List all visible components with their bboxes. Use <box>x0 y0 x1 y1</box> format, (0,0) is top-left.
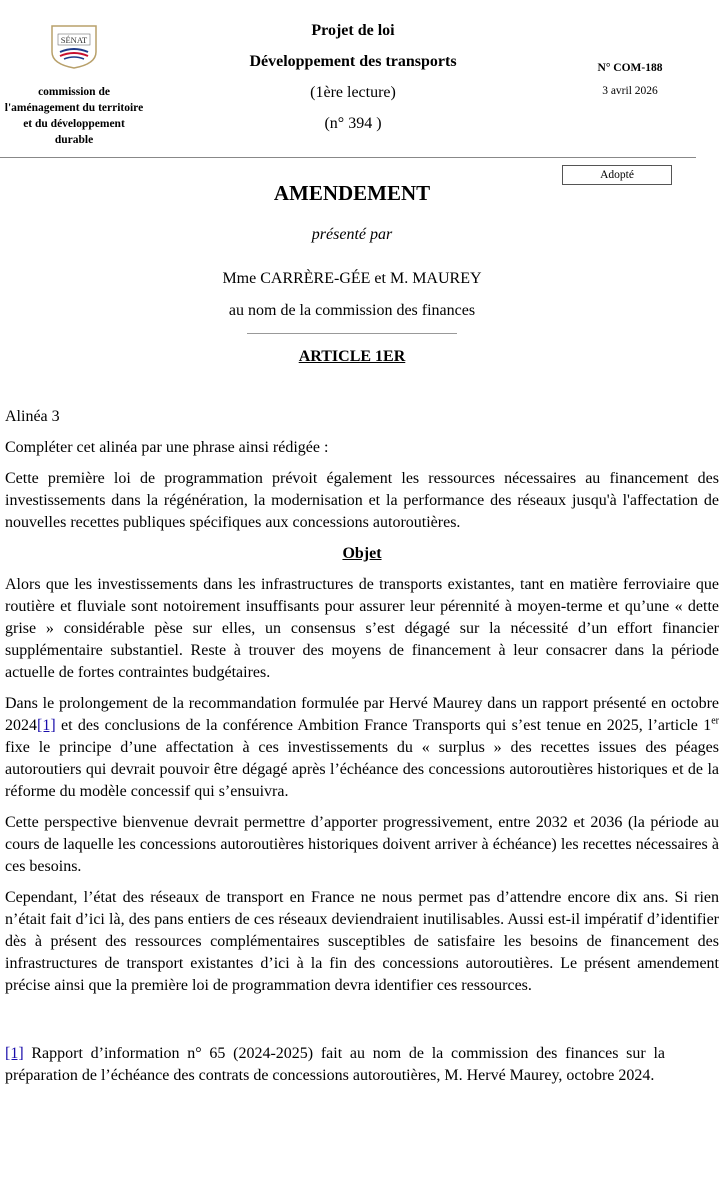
commission-name <box>0 84 148 148</box>
presented-by: présenté par <box>311 226 393 243</box>
objet-paragraph: Alors que les investissements dans les infrastructures de transports existantes, tant en matière ferroviaire que routière et fluviale sont notoirement insuffisants pour assurer leur pérennité à moyen-terme et qu’une « dette grise » considérable pèse sur elles, un consensus s’est dégagé sur la nécessité d’un effort financier supplémentaire substantiel. Reste à trouver des moyens de financement à leur consacrer dans la période actuelle de fortes contraintes budgétaires. <box>5 576 719 681</box>
document-header <box>0 0 696 158</box>
text-span: et des conclusions de la conférence Ambition France Transports qui s’est tenue en 2025, l’article 1 <box>55 717 712 734</box>
objet-paragraph: Cependant, l’état des réseaux de transport en France ne nous permet pas d’attendre encore dix ans. Si rien n’était fait d’ici là, des pans entiers de ces réseaux deviendraient inutilisables. Aussi est-il impératif d’identifier dès à présent des ressources complémentaires susceptibles de satisfaire les besoins de financement des infrastructures de transport existantes d’ici à la fin des concessions autoroutières. Le présent amendement précise ainsi que la première loi de programmation devra identifier ces ressources. <box>5 889 719 994</box>
footnote-ref-link[interactable]: [1] <box>37 717 56 734</box>
footnote <box>5 1043 665 1087</box>
status-badge: Adopté <box>562 165 672 185</box>
amendment-number: N° COM-188 <box>597 62 663 74</box>
text-span: fixe le principe d’une affectation à ces investissements du « surplus » des recettes issues des péages autoroutiers qui devrait pouvoir être dégagé après l’échéance des concessions autoroutières historiques et de la réforme du modèle concessif qui s’ensuivra. <box>5 739 719 800</box>
bill-info <box>200 22 506 133</box>
footnote-backlink[interactable]: [1] <box>5 1045 24 1062</box>
commission-line: commission de <box>38 86 110 98</box>
reading-stage: (1ère lecture) <box>310 84 396 101</box>
amendment-meta <box>560 62 700 97</box>
dispositif-instruction: Compléter cet alinéa par une phrase ainsi rédigée : <box>5 439 329 456</box>
amendment-title: AMENDEMENT <box>273 181 431 205</box>
amendment-date: 3 avril 2026 <box>602 85 658 97</box>
bill-number: (n° 394 ) <box>324 115 382 132</box>
text-span: Dans le prolongement de la recommandation formulée par Hervé Maurey dans un rapport présenté en octobre 2024 <box>5 695 719 734</box>
senat-logo-icon <box>48 22 100 70</box>
bill-title: Projet de loi <box>311 22 395 39</box>
objet-paragraph: Cette perspective bienvenue devrait permettre d’apporter progressivement, entre 2032 et 2036 (la période au cours de laquelle les concessions autoroutières historiques doivent arriver à échéance) les recettes nécessaires à ces besoins. <box>5 814 719 875</box>
bill-subject: Développement des transports <box>249 53 457 70</box>
svg-text:SÉNAT: SÉNAT <box>60 35 88 45</box>
section-divider <box>247 333 457 334</box>
alinea-reference: Alinéa 3 <box>5 408 60 425</box>
commission-line: et du développement <box>23 118 125 130</box>
footnote-text: Rapport d’information n° 65 (2024-2025) fait au nom de la commission des finances sur la préparation de l’échéance des contrats de concessions autoroutières, M. Hervé Maurey, octobre 2024. <box>5 1045 665 1084</box>
amendment-body <box>5 406 719 1096</box>
dispositif-text: Cette première loi de programmation prévoit également les ressources nécessaires au financement des investissements dans la régénération, la modernisation et la performance des réseaux jusqu'à l'affectation de nouvelles recettes publiques spécifiques aux concessions autoroutières. <box>5 470 719 531</box>
authors: Mme CARRÈRE-GÉE et M. MAUREY <box>222 270 482 287</box>
commission-line: durable <box>54 134 94 146</box>
on-behalf-of: au nom de la commission des finances <box>228 302 476 319</box>
article-heading: ARTICLE 1ER <box>298 348 406 365</box>
objet-paragraph <box>5 693 719 803</box>
objet-heading: Objet <box>342 545 382 562</box>
commission-line: l'aménagement du territoire <box>4 102 144 114</box>
superscript: er <box>711 715 719 727</box>
header-divider <box>0 157 696 158</box>
